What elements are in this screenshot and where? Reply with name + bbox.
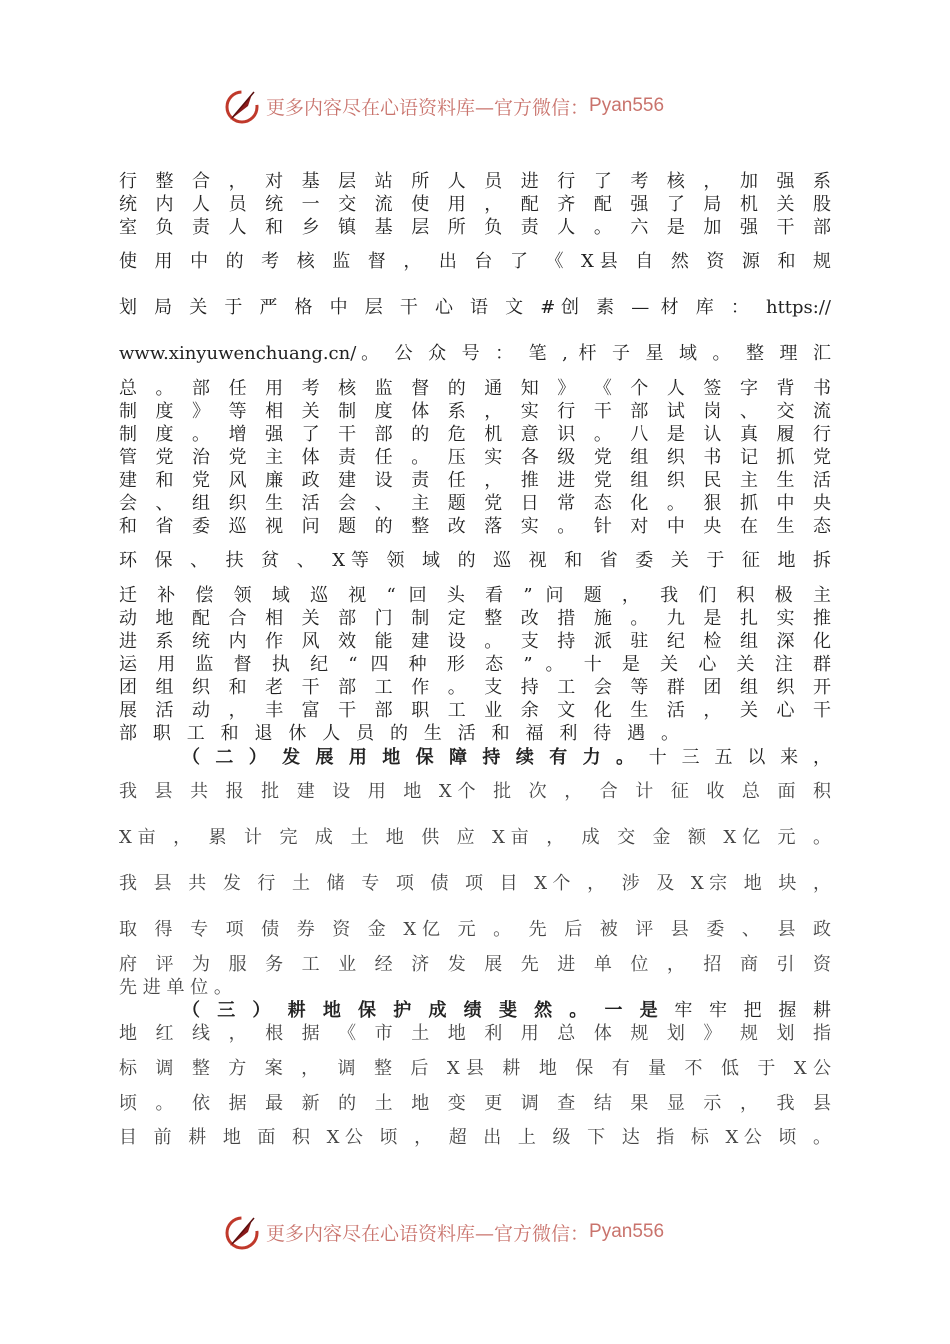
- body-line: 地 红 线 ， 根 据 《 市 土 地 利 用 总 体 规 划 》 规 划 指: [119, 1023, 831, 1044]
- banner-text: 更多内容尽在心语资料库—官方微信：: [266, 96, 590, 119]
- body-line: 先 进 单 位 。: [119, 977, 232, 998]
- banner-wechat-id: Pyan556: [589, 1221, 665, 1242]
- body-line: 府 评 为 服 务 工 业 经 济 发 展 先 进 单 位 ， 招 商 引 资: [119, 954, 831, 975]
- body-line: 我 县 共 发 行 土 储 专 项 债 项 目 X个 ， 涉 及 X宗 地 块 ，: [119, 873, 831, 894]
- section-2-heading: （ 二 ） 发 展 用 地 保 障 持 续 有 力 。: [182, 747, 639, 768]
- body-line: 顷 。 依 据 最 新 的 土 地 变 更 调 查 结 果 显 示 ， 我 县: [119, 1093, 831, 1114]
- body-line: 管 党 治 党 主 体 责 任 。 压 实 各 级 党 组 织 书 记 抓 党: [119, 447, 831, 468]
- body-line: X亩 ， 累 计 完 成 土 地 供 应 X亩 ， 成 交 金 额 X亿 元 。: [119, 827, 831, 848]
- quill-logo-icon: [222, 1212, 262, 1252]
- body-line: 动 地 配 合 相 关 部 门 制 定 整 改 措 施 。 九 是 扎 实 推: [119, 608, 831, 629]
- section-3-first-line: [182, 1000, 831, 1022]
- body-line: 进 系 统 内 作 风 效 能 建 设 。 支 持 派 驻 纪 检 组 深 化: [119, 631, 831, 652]
- body-line: 和 省 委 巡 视 问 题 的 整 改 落 实 。 针 对 中 央 在 生 态: [119, 516, 831, 537]
- body-line: 我 县 共 报 批 建 设 用 地 X个 批 次 ， 合 计 征 收 总 面 积: [119, 781, 831, 802]
- banner-wechat-id: Pyan556: [589, 95, 665, 116]
- body-line: 划 局 关 于 严 格 中 层 干 心 语 文 #创 素 — 材 库 ： https://: [119, 297, 831, 318]
- body-line: 展 活 动 ， 丰 富 干 部 职 工 业 余 文 化 生 活 ， 关 心 干: [119, 700, 831, 721]
- header-banner: [222, 84, 742, 128]
- body-line: 会 、 组 织 生 活 会 、 主 题 党 日 常 态 化 。 狠 抓 中 央: [119, 493, 831, 514]
- body-line: 目 前 耕 地 面 积 X公 顷 ， 超 出 上 级 下 达 指 标 X公 顷 。: [119, 1127, 831, 1148]
- body-line: 总 。 部 任 用 考 核 监 督 的 通 知 》 《 个 人 签 字 背 书: [119, 378, 831, 399]
- banner-text: 更多内容尽在心语资料库—官方微信：: [266, 1222, 590, 1245]
- body-line: www.xinyuwenchuang.cn/。 公 众 号 ： 笔 , 杆 子 星 域 。 整 理 汇: [119, 343, 831, 364]
- body-line: 团 组 织 和 老 干 部 工 作 。 支 持 工 会 等 群 团 组 织 开: [119, 677, 831, 698]
- body-line: 使 用 中 的 考 核 监 督 ， 出 台 了 《 X县 自 然 资 源 和 规: [119, 251, 831, 272]
- body-line: 迁 补 偿 领 域 巡 视 “ 回 头 看 ” 问 题 ， 我 们 积 极 主: [119, 585, 831, 606]
- body-line: 环 保 、 扶 贫 、 X等 领 域 的 巡 视 和 省 委 关 于 征 地 拆: [119, 550, 831, 571]
- body-line: 取 得 专 项 债 券 资 金 X亿 元 。 先 后 被 评 县 委 、 县 政: [119, 919, 831, 940]
- footer-banner: [222, 1210, 742, 1254]
- section-3-heading: （ 三 ） 耕 地 保 护 成 绩 斐 然 。 一 是: [182, 1000, 664, 1021]
- body-line: 运 用 监 督 执 纪 “ 四 种 形 态 ” 。 十 是 关 心 关 注 群: [119, 654, 831, 675]
- body-line: 行 整 合 ， 对 基 层 站 所 人 员 进 行 了 考 核 ， 加 强 系: [119, 171, 831, 192]
- body-line: 部 职 工 和 退 休 人 员 的 生 活 和 福 利 待 遇 。: [119, 723, 679, 744]
- section-2-first-line: [182, 747, 831, 769]
- body-line: 建 和 党 风 廉 政 建 设 责 任 ， 推 进 党 组 织 民 主 生 活: [119, 470, 831, 491]
- body-line: 室 负 责 人 和 乡 镇 基 层 所 负 责 人 。 六 是 加 强 干 部: [119, 217, 831, 238]
- body-line: 制 度 》 等 相 关 制 度 体 系 ， 实 行 干 部 试 岗 、 交 流: [119, 401, 831, 422]
- body-line: 标 调 整 方 案 ， 调 整 后 X县 耕 地 保 有 量 不 低 于 X公: [119, 1058, 831, 1079]
- body-line: 统 内 人 员 统 一 交 流 使 用 ， 配 齐 配 强 了 局 机 关 股: [119, 194, 831, 215]
- body-line: 制 度 。 增 强 了 干 部 的 危 机 意 识 。 八 是 认 真 履 行: [119, 424, 831, 445]
- section-3-lead: 牢 牢 把 握 耕: [663, 1000, 831, 1021]
- quill-logo-icon: [222, 86, 262, 126]
- section-2-lead: 十 三 五 以 来 ，: [638, 747, 831, 768]
